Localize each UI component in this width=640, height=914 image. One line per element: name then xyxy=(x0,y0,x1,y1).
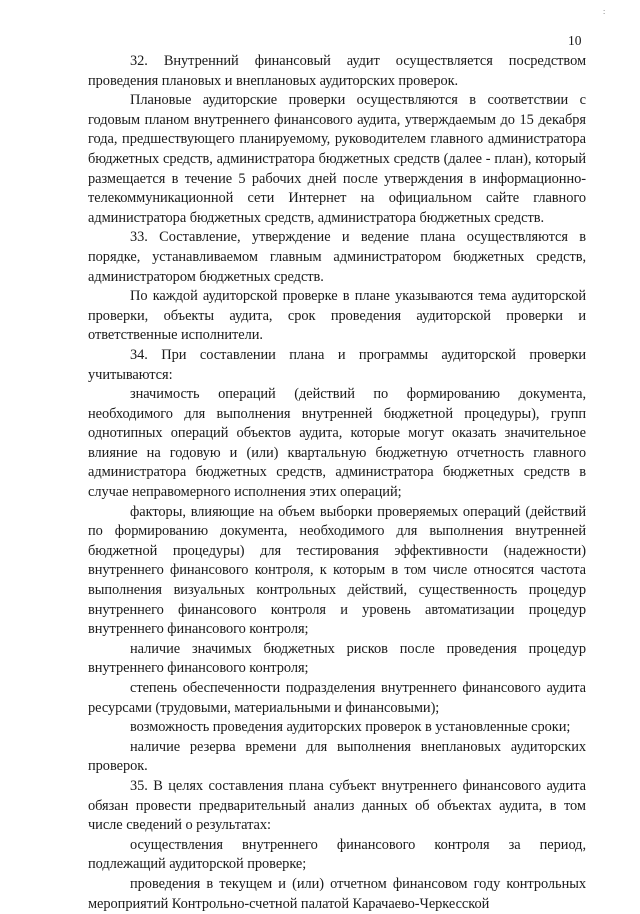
paragraph-risks: наличие значимых бюджетных рисков после проведения процедур внутреннего финансового контроля; xyxy=(88,640,586,677)
paragraph-timing: возможность проведения аудиторских проверок в установленные сроки; xyxy=(130,719,571,736)
paragraph-34: 34. При составлении плана и программы аудиторской проверки учитываются: xyxy=(88,346,586,383)
paragraph-resources: степень обеспеченности подразделения внутреннего финансового аудита ресурсами (трудовыми, материальными и финансовыми); xyxy=(88,680,586,716)
paragraph-reserve: наличие резерва времени для выполнения внеплановых аудиторских проверок. xyxy=(88,738,586,775)
corner-mark: : xyxy=(603,7,606,16)
paragraph-planned-audits: Плановые аудиторские проверки осуществляются в соответствии с годовым планом внутреннего финансового аудита, утверждаемым до 15 декабря года, предшествующего планируемому, руководителем главного администратора бюджетных средств, администратора бюджетных средств (далее - план), который размещается в течение 5 рабочих дней после утверждения в информационно-телекоммуникационной сети Интернет на официальном сайте главного администратора бюджетных средств, администратора бюджетных средств. xyxy=(88,92,586,226)
paragraph-internal-control: осуществления внутреннего финансового контроля за период, подлежащий аудиторской проверке; xyxy=(88,836,586,873)
paragraph-control-events: проведения в текущем и (или) отчетном финансовом году контрольных мероприятий Контрольно-счетной палатой Карачаево-Черкесской xyxy=(88,875,586,912)
paragraph-significance: значимость операций (действий по формированию документа, необходимого для выполнения внутренней бюджетной процедуры), групп однотипных операций объектов аудита, которые могут оказать значительное влияние на годовую и (или) квартальную бюджетную отчетность главного администратора бюджетных средств, администратора бюджетных средств в случае неправомерного исполнения этих операций; xyxy=(88,386,586,501)
paragraph-factors: факторы, влияющие на объем выборки проверяемых операций (действий по формированию документа, необходимого для выполнения внутренней бюджетной процедуры) для тестирования эффективности (надежности) внутреннего финансового контроля, к которым в том числе относятся частота выполнения визуальных контрольных действий, существенность процедур внутреннего финансового контроля и уровень автоматизации процедур внутреннего финансового контроля; xyxy=(88,503,586,638)
paragraph-audit-topics: По каждой аудиторской проверке в плане указываются тема аудиторской проверки, объекты аудита, срок проведения аудиторской проверки и ответственные исполнители. xyxy=(88,288,586,344)
paragraph-35: 35. В целях составления плана субъект внутреннего финансового аудита обязан провести предварительный анализ данных об объектах аудита, в том числе сведений о результатах: xyxy=(88,777,586,834)
paragraph-32: 32. Внутренний финансовый аудит осуществляется посредством проведения плановых и внеплановых аудиторских проверок. xyxy=(88,53,586,89)
document-body xyxy=(88,52,586,914)
paragraph-33: 33. Составление, утверждение и ведение плана осуществляются в порядке, устанавливаемом главным администратором бюджетных средств, администратором бюджетных средств. xyxy=(88,229,586,285)
page-number: 10 xyxy=(568,33,582,48)
